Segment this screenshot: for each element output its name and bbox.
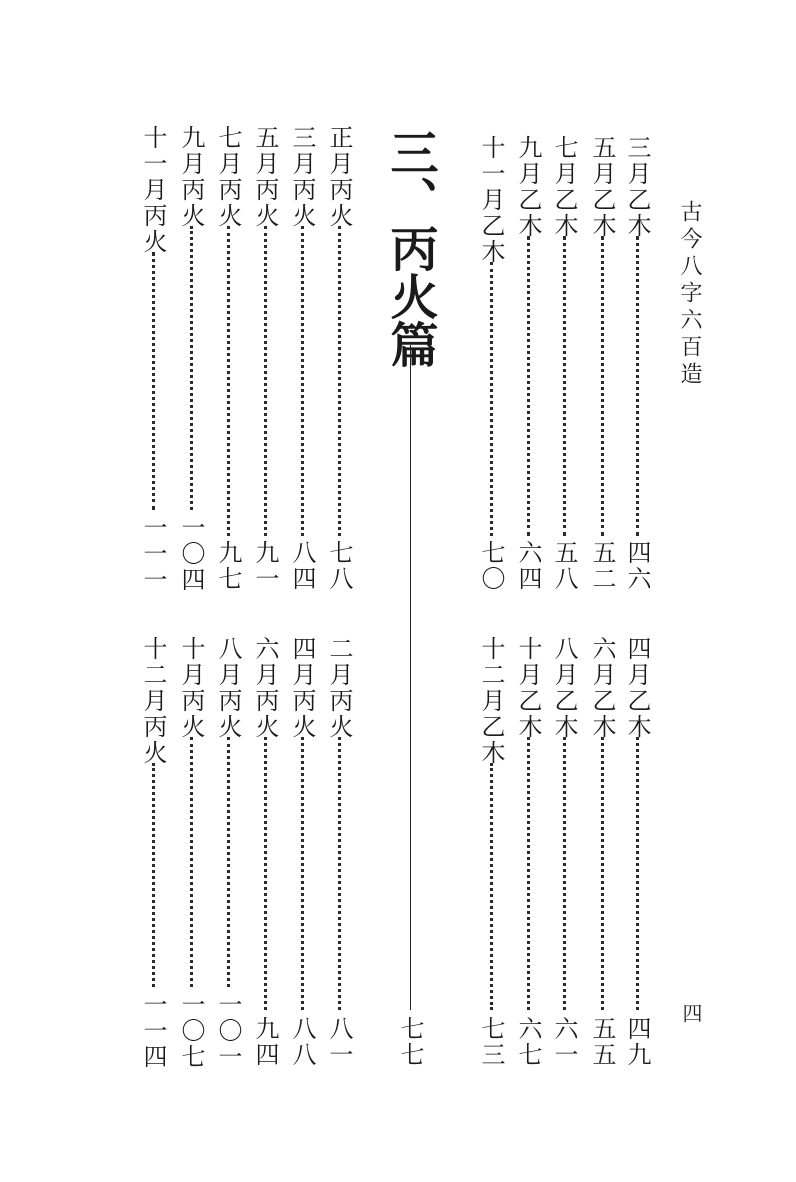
dot-leader: [190, 226, 193, 510]
toc-entry-title: 七月乙木: [550, 135, 578, 239]
toc-entry-page: 一〇七: [177, 992, 205, 1070]
toc-entry-title: 二月丙火: [325, 636, 353, 740]
toc-entry-title: 十月丙火: [177, 636, 205, 740]
toc-entry-page: 六四: [514, 540, 542, 592]
toc-entry-title: 十月乙木: [514, 636, 542, 740]
toc-entry-title: 十二月乙木: [477, 636, 505, 766]
toc-entry-title: 十一月丙火: [139, 125, 167, 255]
toc-entry-page: 一〇一: [214, 992, 242, 1070]
toc-entry-page: 七〇: [477, 540, 505, 592]
dot-leader: [601, 737, 604, 1010]
dot-leader: [152, 252, 155, 510]
toc-entry-title: 五月丙火: [251, 125, 279, 229]
toc-entry-title: 三月丙火: [288, 125, 316, 229]
toc-entry-page: 七八: [325, 540, 353, 592]
toc-entry-page: 一〇四: [177, 515, 205, 593]
dot-leader: [527, 236, 530, 536]
dot-leader: [338, 226, 341, 536]
toc-entry-title: 六月乙木: [588, 636, 616, 740]
dot-leader: [301, 226, 304, 536]
toc-entry-title: 八月乙木: [550, 636, 578, 740]
toc-entry-page: 九一: [251, 540, 279, 592]
dot-leader: [563, 737, 566, 1010]
section-rule: [410, 345, 411, 1010]
toc-entry-title: 三月乙木: [623, 135, 651, 239]
dot-leader: [490, 262, 493, 536]
toc-entry-title: 六月丙火: [251, 636, 279, 740]
toc-entry-page: 六七: [514, 1016, 542, 1068]
dot-leader: [190, 737, 193, 987]
dot-leader: [563, 236, 566, 536]
toc-entry-title: 十一月乙木: [477, 135, 505, 265]
dot-leader: [338, 737, 341, 1010]
toc-entry-page: 四九: [623, 1016, 651, 1068]
dot-leader: [264, 226, 267, 536]
toc-entry-title: 五月乙木: [588, 135, 616, 239]
dot-leader: [490, 763, 493, 1010]
toc-entry-page: 九七: [214, 540, 242, 592]
toc-entry-title: 九月乙木: [514, 135, 542, 239]
toc-entry-page: 八四: [288, 540, 316, 592]
toc-entry-title: 四月乙木: [623, 636, 651, 740]
toc-entry-page: 五八: [550, 540, 578, 592]
toc-entry-title: 九月丙火: [177, 125, 205, 229]
dot-leader: [227, 737, 230, 987]
toc-entry-title: 七月丙火: [214, 125, 242, 229]
dot-leader: [227, 226, 230, 536]
toc-entry-page: 五二: [588, 540, 616, 592]
toc-entry-title: 八月丙火: [214, 636, 242, 740]
toc-entry-title: 四月丙火: [288, 636, 316, 740]
dot-leader: [636, 236, 639, 536]
toc-entry-page: 九四: [251, 1016, 279, 1068]
toc-entry-page: 八一: [325, 1016, 353, 1068]
dot-leader: [152, 763, 155, 987]
dot-leader: [527, 737, 530, 1010]
toc-entry-page: 五五: [588, 1016, 616, 1068]
toc-entry-title: 正月丙火: [325, 125, 353, 229]
section-page: 七七: [396, 1016, 424, 1068]
section-heading: 三、丙火篇: [382, 128, 438, 368]
running-header-title: 古今八字六百造: [677, 200, 702, 389]
page-folio: 四: [679, 1003, 703, 1023]
toc-entry-page: 六一: [550, 1016, 578, 1068]
toc-entry-page: 一一一: [139, 515, 167, 593]
toc-entry-page: 七三: [477, 1016, 505, 1068]
toc-entry-page: 八八: [288, 1016, 316, 1068]
dot-leader: [264, 737, 267, 1010]
dot-leader: [601, 236, 604, 536]
toc-entry-page: 一一四: [139, 992, 167, 1070]
toc-entry-page: 四六: [623, 540, 651, 592]
dot-leader: [301, 737, 304, 1010]
toc-entry-title: 十二月丙火: [139, 636, 167, 766]
dot-leader: [636, 737, 639, 1010]
